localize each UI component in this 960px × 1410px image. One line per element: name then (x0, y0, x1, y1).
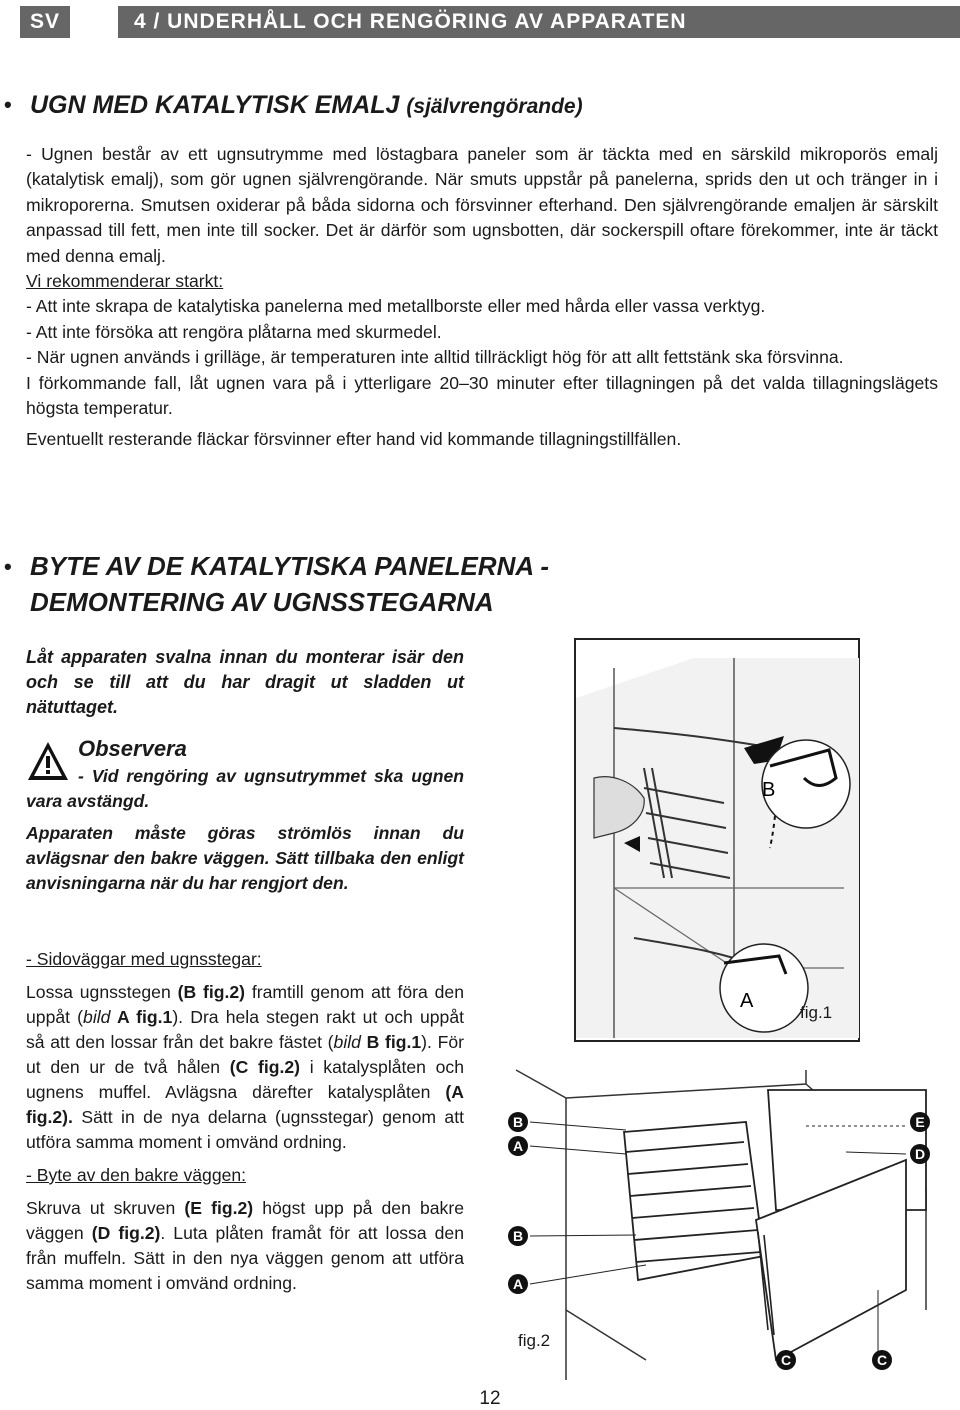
power-warning: Apparaten måste göras strömlös innan du avlägsnar den bakre väggen. Sätt tillbaka den enligt anvisningarna när du har rengjort den. (26, 823, 464, 893)
fig1-callout-B: B (762, 779, 776, 801)
fig1-callout-A: A (740, 990, 754, 1012)
warning-block (26, 645, 464, 720)
section-title-sub: (självrengörande) (406, 95, 583, 118)
recommend-heading: Vi rekommenderar starkt: (26, 271, 224, 292)
page-number: 12 (479, 1388, 501, 1409)
figure-2-illustration (506, 1060, 946, 1380)
extra-paragraph: I förkommande fall, låt ugnen vara på i ytterligare 20–30 minuter efter tillagningen på det valda tillagningslägets högsta temperatur. (26, 372, 938, 419)
side-walls-block (26, 947, 464, 1296)
intro-paragraph: - Ugnen består av ett ugnsutrymme med löstagbara paneler som är täckta med en särskild mikroporös emalj (katalytisk emalj), som gör ugnen självrengörande. När smuts uppstår på panelerna, sprids den ut och tränger in i mikroporerna. Smutsen oxiderar på båda sidorna och försvinner efterhand. Den självrengörande emaljen är särskilt anpassad till fett, men inte till socker. Det är därför som ugnsbotten, där sockerspill oftare förekommer, inte är täckt med denna emalj. (26, 144, 938, 266)
fig2-callout-A-lower: A (512, 1276, 524, 1292)
recommend-item: - Att inte skrapa de katalytiska panelerna med metallborste eller med hårda eller vassa verktyg. (26, 296, 766, 317)
side-walls-text: Lossa ugnsstegen (B fig.2) framtill genom att föra den uppåt (bild A fig.1). Dra hela stegen rakt ut och uppåt så att den lossar från det bakre fästet (bild B fig.1). För ut den ur de två hålen (C fig.2) i katalysplåten och ugnens muffel. Avlägsna därefter katalysplåten (A fig.2). Sätt in de nya delarna (ugnsstegar) genom att utföra samma moment i omvänd ordning. (26, 982, 465, 1152)
final-paragraph: Eventuellt resterande fläckar försvinner efter hand vid kommande tillagningstillfällen. (26, 429, 682, 450)
fig2-callout-D: D (914, 1146, 926, 1162)
section-title-main: UGN MED KATALYTISK EMALJ (30, 91, 400, 119)
observe-text-wrap (26, 764, 464, 814)
section1-body (26, 142, 938, 453)
bullet-icon: • (4, 92, 12, 117)
figure-2-label: fig.2 (518, 1331, 551, 1350)
figure-1-label: fig.1 (800, 1003, 833, 1022)
side-walls-heading: - Sidoväggar med ugnsstegar: (26, 949, 262, 969)
section-title-panels (30, 548, 549, 620)
fig2-callout-B: B (512, 1114, 524, 1130)
power-warning-wrap (26, 821, 464, 896)
fig2-callout-C: C (780, 1352, 792, 1368)
section-title-line: DEMONTERING AV UGNSSTEGARNA (30, 587, 494, 617)
section-title-catalytic (30, 88, 583, 124)
figure-1-illustration (574, 638, 860, 1042)
fig2-callout-C-right: C (876, 1352, 888, 1368)
bullet-icon: • (4, 554, 12, 579)
fig2-callout-A: A (512, 1138, 524, 1154)
chapter-header: 4 / UNDERHÅLL OCH RENGÖRING AV APPARATEN (118, 6, 960, 38)
unplug-warning: Låt apparaten svalna innan du monterar isär den och se till att du har dragit ut sladden ut nätuttaget. (26, 647, 464, 717)
fig2-callout-B-lower: B (512, 1228, 524, 1244)
recommend-item: - Att inte försöka att rengöra plåtarna med skurmedel. (26, 321, 442, 342)
observe-title-wrap (78, 736, 464, 761)
recommend-item: - När ugnen används i grilläge, är temperaturen inte alltid tillräckligt hög för att allt fettstänk ska försvinna. (26, 347, 844, 368)
language-tag: SV (20, 6, 70, 38)
observe-text: - Vid rengöring av ugnsutrymmet ska ugnen vara avstängd. (26, 766, 464, 811)
fig2-callout-E: E (915, 1114, 925, 1130)
back-wall-heading: - Byte av den bakre väggen: (26, 1165, 247, 1185)
section-title-line: BYTE AV DE KATALYTISKA PANELERNA - (30, 551, 550, 581)
back-wall-text: Skruva ut skruven (E fig.2) högst upp på den bakre väggen (D fig.2). Luta plåten framåt för att lossa den från muffeln. Sätt in den nya väggen genom att utföra samma moment i omvänd ordning. (26, 1198, 464, 1293)
observe-title: Observera (78, 736, 187, 761)
